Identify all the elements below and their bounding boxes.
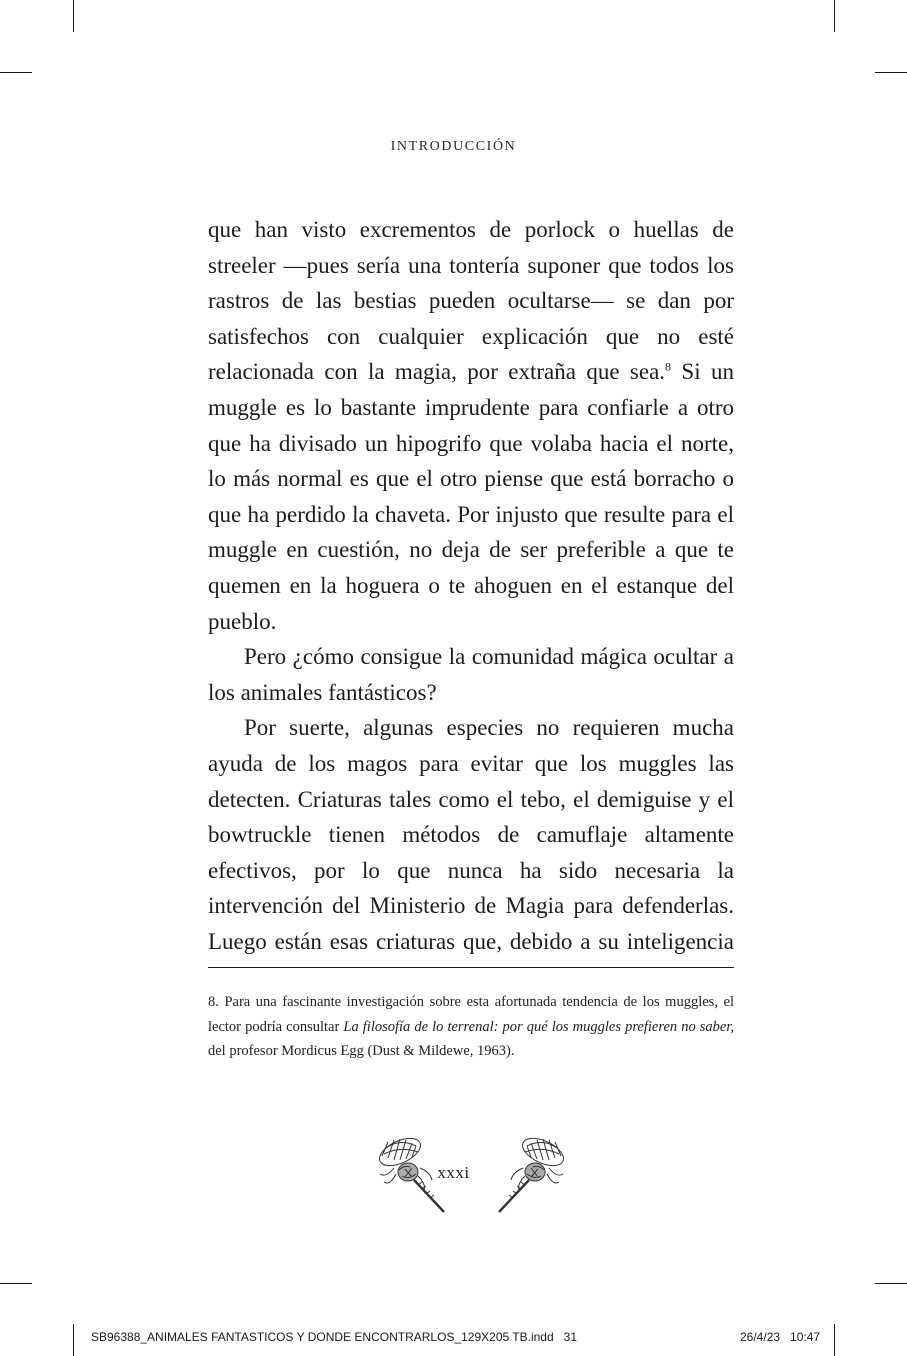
- crop-mark: [834, 0, 835, 32]
- footnote-book-title: La filosofía de lo terrenal: por qué los muggles prefieren no saber,: [343, 1018, 735, 1035]
- page-number: xxxi: [437, 1163, 470, 1182]
- paragraph-text: que han visto excrementos de porlock o huellas de streeler —pues sería una tontería suponer que todos los rastros de las bestias pueden ocultarse— se dan por satisfechos con cualquier explicación que no esté relacionada con la magia, por extraña que sea.: [208, 217, 734, 385]
- crop-mark: [875, 72, 907, 73]
- footnote-reference[interactable]: 8: [665, 359, 672, 374]
- crop-mark: [875, 1283, 907, 1284]
- crop-mark: [834, 1324, 835, 1356]
- footnote-divider: [208, 967, 734, 968]
- footnote: [208, 990, 734, 1064]
- paragraph: Por suerte, algunas especies no requieren mucha ayuda de los magos para evitar que los muggles las detecten. Criaturas tales como el tebo, el demiguise y el bowtruckle tienen métodos de camuflaje altamente efectivos, por lo que nunca ha sido necesaria la intervención del Ministerio de Magia para defenderlas. Luego están esas criaturas que, debido a su inteligencia: [208, 715, 734, 954]
- footnote-number: 8.: [208, 994, 219, 1010]
- paragraph: [208, 212, 734, 639]
- paragraph-text: Si un muggle es lo bastante imprudente para confiarle a otro que ha divisado un hipogrifo que volaba hacia el norte, lo más normal es que el otro piense que está borracho o que ha perdido la chaveta. Por injusto que resulte para el muggle en cuestión, no deja de ser preferible a que te quemen en la hoguera o te ahoguen en el estanque del pueblo.: [208, 359, 734, 634]
- body-text: [208, 212, 734, 959]
- thistle-ornament-icon: [497, 1134, 571, 1214]
- paragraph: Pero ¿cómo consigue la comunidad mágica ocultar a los animales fantásticos?: [208, 644, 734, 705]
- crop-mark: [0, 72, 32, 73]
- print-slug-filename: SB96388_ANIMALES FANTASTICOS Y DONDE ENCONTRARLOS_129X205 TB.indd 31: [91, 1330, 577, 1344]
- crop-mark: [73, 1324, 74, 1356]
- footnote-text: Para una fascinante investigación sobre esta afortunada tendencia de los muggles, el lector podría consultar: [208, 994, 734, 1035]
- crop-mark: [0, 1283, 32, 1284]
- running-head: INTRODUCCIÓN: [390, 139, 517, 154]
- print-slug-datetime: 26/4/23 10:47: [740, 1330, 821, 1344]
- footnote-text: del profesor Mordicus Egg (Dust & Mildewe, 1963).: [208, 1043, 515, 1059]
- crop-mark: [73, 0, 74, 32]
